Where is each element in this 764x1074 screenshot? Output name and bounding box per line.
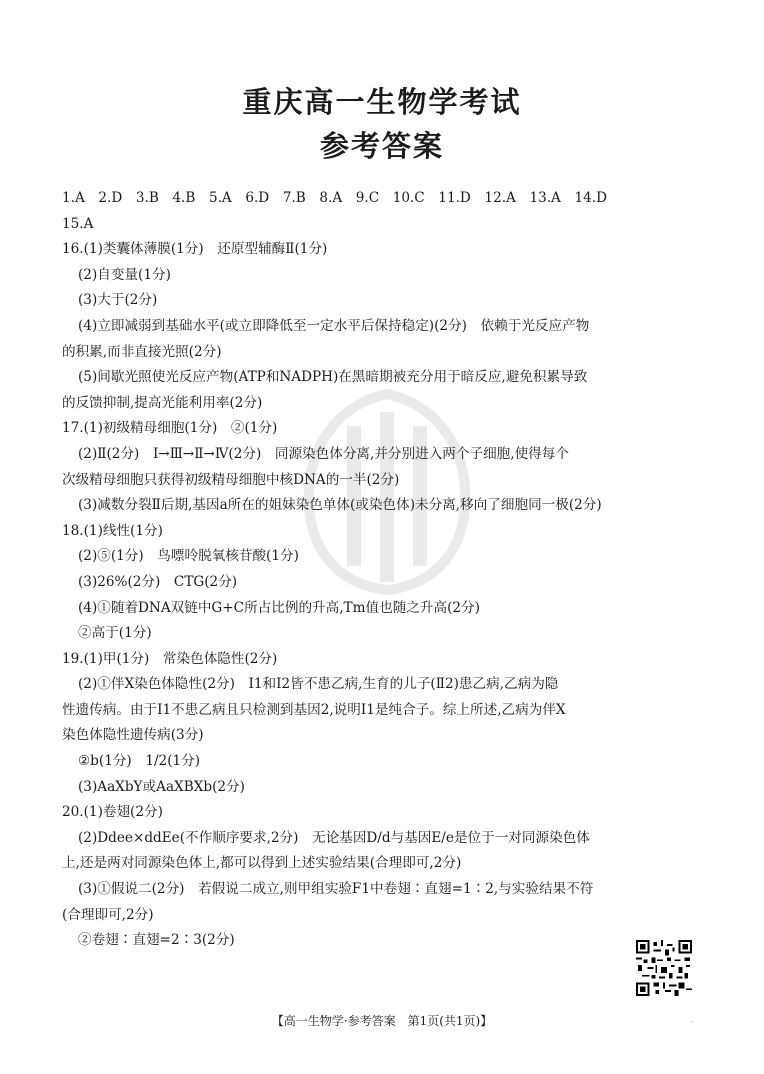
qr-code-icon [636, 940, 692, 996]
answer-line: 次级精母细胞只获得初级精母细胞中核DNA的一半(2分) [62, 471, 400, 488]
answer-line: 16.(1)类囊体薄膜(1分) 还原型辅酶Ⅱ(1分) [62, 241, 328, 258]
answer-line: (3)减数分裂Ⅱ后期,基因a所在的姐妹染色单体(或染色体)未分离,移向了细胞同一极(2分) [78, 497, 602, 514]
answer-line: 的积累,而非直接光照(2分) [62, 343, 222, 360]
answer-line: (2)自变量(1分) [78, 266, 171, 283]
answer-line: (2)Ddee×ddEe(不作顺序要求,2分) 无论基因D/d与基因E/e是位于一对同源染色体 [78, 829, 590, 846]
answer-line: 的反馈抑制,提高光能利用率(2分) [62, 394, 263, 411]
answer-line: 20.(1)卷翅(2分) [62, 804, 163, 821]
answer-line: ②高于(1分) [78, 625, 152, 642]
answer-line: 18.(1)线性(1分) [62, 522, 163, 539]
answer-line: (4)立即减弱到基础水平(或立即降低至一定水平后保持稳定)(2分) 依赖于光反应产物 [78, 317, 590, 334]
answer-line: ②卷翅∶直翅=2∶3(2分) [78, 932, 235, 949]
answer-line: (4)①随着DNA双链中G+C所占比例的升高,Tm值也随之升高(2分) [78, 599, 480, 616]
answer-line: 1.A 2.D 3.B 4.B 5.A 6.D 7.B 8.A 9.C 10.C 11.D 12.A 13.A 14.D [62, 190, 607, 206]
page-title: 重庆高一生物学考试 [242, 85, 522, 119]
answer-line: 17.(1)初级精母细胞(1分) ②(1分) [62, 420, 278, 437]
answer-line: 染色体隐性遗传病(3分) [62, 727, 204, 744]
answer-line: (2)①伴X染色体隐性(2分) Ⅰ1和Ⅰ2皆不患乙病,生育的儿子(Ⅱ2)患乙病,乙病为隐 [78, 676, 559, 693]
answer-line: (5)间歇光照使光反应产物(ATP和NADPH)在黑暗期被充分用于暗反应,避免积累导致 [78, 369, 588, 386]
answer-content [62, 186, 712, 954]
answer-line: (合理即可,2分) [62, 906, 154, 923]
page-subtitle: 参考答案 [319, 129, 444, 163]
page-footer: 【高一生物学·参考答案 第1页(共1页)】 [271, 1014, 493, 1028]
answer-line: ②b(1分) 1/2(1分) [78, 753, 201, 770]
answer-line: (3)26%(2分) CTG(2分) [78, 573, 238, 590]
answer-line: 性遗传病。由于Ⅰ1不患乙病且只检测到基因2,说明Ⅰ1是纯合子。综上所述,乙病为伴X [62, 701, 566, 718]
answer-line: (2)⑤(1分) 鸟嘌呤脱氧核苷酸(1分) [78, 548, 299, 565]
answer-line: (2)Ⅱ(2分) Ⅰ→Ⅲ→Ⅱ→Ⅳ(2分) 同源染色体分离,并分别进入两个子细胞,使得每个 [78, 445, 569, 462]
answer-line: (3)AaXbY或AaXBXb(2分) [78, 778, 245, 795]
corner-mark: ·· [690, 1018, 696, 1027]
answer-line: 上,还是两对同源染色体上,都可以得到上述实验结果(合理即可,2分) [62, 855, 462, 872]
answer-line: 15.A [62, 215, 94, 232]
answer-line: 19.(1)甲(1分) 常染色体隐性(2分) [62, 650, 278, 667]
answer-line: (3)大于(2分) [78, 292, 158, 309]
answer-line: (3)①假说二(2分) 若假说二成立,则甲组实验F1中卷翅∶直翅=1∶2,与实验结果不符 [78, 881, 594, 898]
